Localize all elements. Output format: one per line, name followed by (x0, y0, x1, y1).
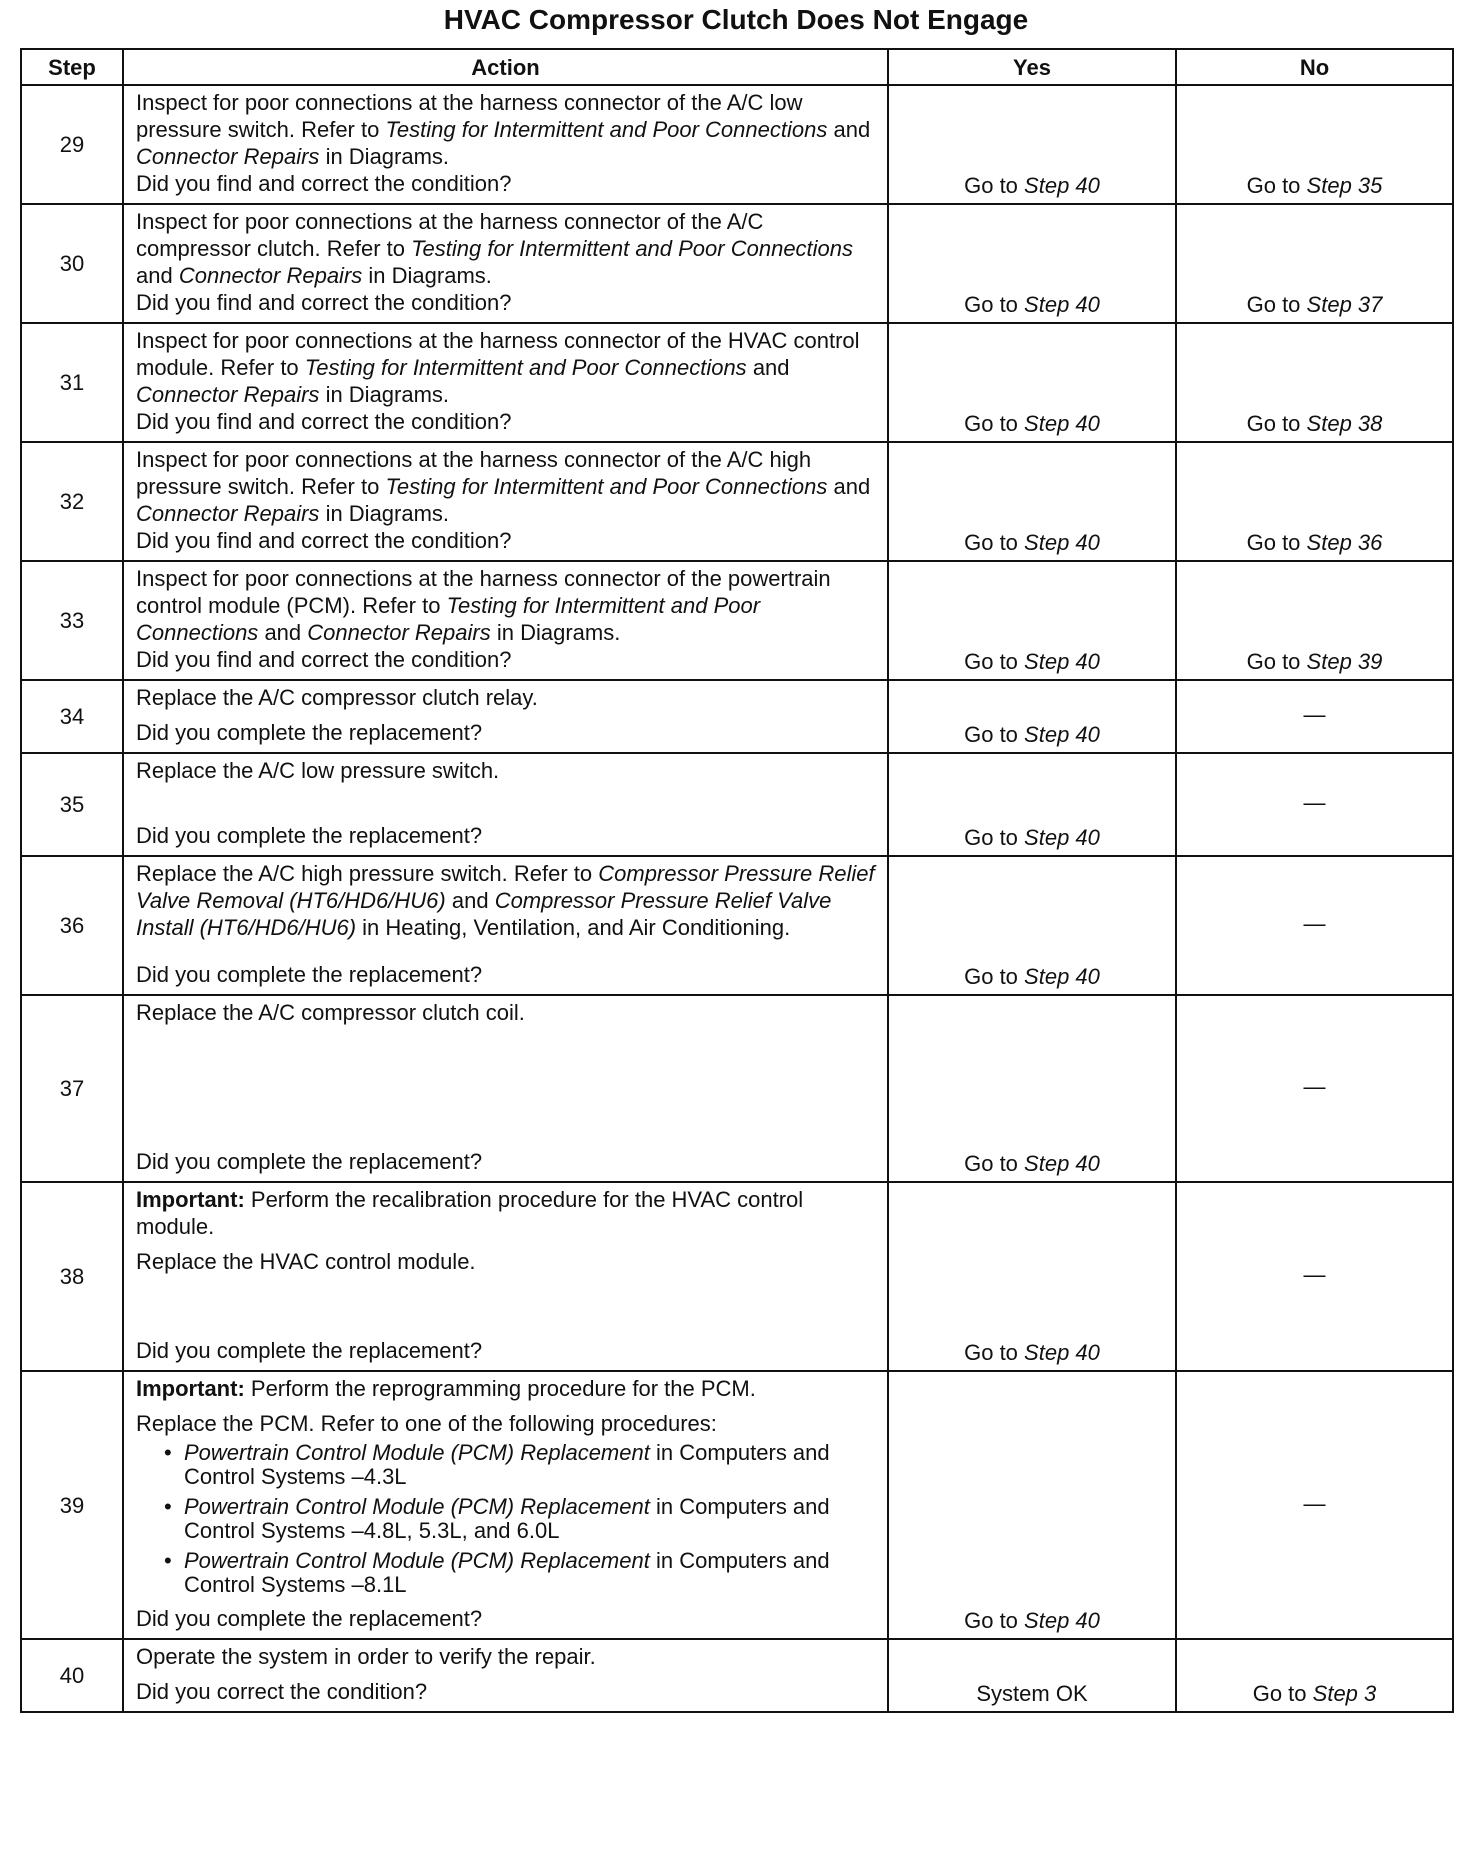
yes-cell: Go to Step 40 (888, 753, 1176, 856)
step-number: 34 (21, 680, 123, 753)
table-row (21, 995, 1453, 1182)
step-number: 38 (21, 1182, 123, 1371)
reference-link[interactable]: Connector Repairs (178, 263, 363, 288)
action-text: Replace the PCM. Refer to one of the following procedures: (136, 1411, 717, 1436)
action-cell (123, 204, 888, 323)
action-cell (123, 1639, 888, 1712)
table-row (21, 856, 1453, 995)
step-number: 32 (21, 442, 123, 561)
action-text: Operate the system in order to verify the repair. (136, 1644, 596, 1669)
no-cell: Go to Step 35 (1176, 85, 1453, 204)
action-cell (123, 856, 888, 995)
table-row (21, 1639, 1453, 1712)
step-number: 33 (21, 561, 123, 680)
page-title: HVAC Compressor Clutch Does Not Engage (443, 4, 1029, 35)
no-cell: — (1176, 680, 1453, 753)
action-cell (123, 1182, 888, 1371)
goto-step-link[interactable]: Step 37 (1306, 292, 1383, 317)
reference-link[interactable]: Connector Repairs (307, 620, 491, 645)
step-number: 39 (21, 1371, 123, 1639)
table-row (21, 753, 1453, 856)
reference-link[interactable]: Testing for Intermittent and Poor Connections (304, 355, 747, 380)
question-text: Did you find and correct the condition? (136, 528, 512, 553)
reference-link[interactable]: Testing for Intermittent and Poor Connections (385, 474, 828, 499)
reference-link[interactable]: Connector Repairs (136, 501, 320, 526)
no-cell: — (1176, 856, 1453, 995)
list-item: • Powertrain Control Module (PCM) Replacement in Computers and Control Systems –4.3L (164, 1441, 877, 1489)
reference-link[interactable]: Testing for Intermittent and Poor Connections (136, 593, 761, 645)
no-cell: — (1176, 753, 1453, 856)
reference-link[interactable]: Connector Repairs (136, 144, 320, 169)
no-cell: Go to Step 37 (1176, 204, 1453, 323)
reference-link[interactable]: Testing for Intermittent and Poor Connections (385, 117, 828, 142)
reference-link[interactable]: Connector Repairs (136, 382, 320, 407)
question-text: Did you complete the replacement? (136, 962, 483, 987)
no-cell: Go to Step 36 (1176, 442, 1453, 561)
reference-link[interactable]: Powertrain Control Module (PCM) Replacement (184, 1440, 650, 1465)
action-cell (123, 561, 888, 680)
step-number: 35 (21, 753, 123, 856)
yes-cell: Go to Step 40 (888, 442, 1176, 561)
step-number: 37 (21, 995, 123, 1182)
action-cell (123, 680, 888, 753)
reference-link[interactable]: Compressor Pressure Relief Valve Install (HT6/HD6/HU6) (136, 888, 832, 940)
table-row (21, 1371, 1453, 1639)
header-yes: Yes (888, 49, 1176, 85)
question-text: Did you find and correct the condition? (136, 647, 512, 672)
yes-cell: Go to Step 40 (888, 1371, 1176, 1639)
yes-cell: Go to Step 40 (888, 561, 1176, 680)
no-cell: Go to Step 38 (1176, 323, 1453, 442)
goto-step-link[interactable]: Step 40 (1024, 1340, 1100, 1365)
step-number: 30 (21, 204, 123, 323)
action-text: Inspect for poor connections at the harness connector of the A/C high pressure switch. Refer to Testing for Intermittent and Poor Connections and Connector Repairs in Diagrams. (136, 447, 871, 526)
no-cell: — (1176, 1182, 1453, 1371)
action-cell (123, 995, 888, 1182)
goto-step-link[interactable]: Step 40 (1024, 530, 1100, 555)
important-note: Important: Perform the recalibration procedure for the HVAC control module. (136, 1187, 804, 1239)
action-text: Inspect for poor connections at the harness connector of the HVAC control module. Refer to Testing for Intermittent and Poor Connections and Connector Repairs in Diagrams. (136, 328, 860, 407)
goto-step-link[interactable]: Step 35 (1306, 173, 1383, 198)
yes-cell: Go to Step 40 (888, 856, 1176, 995)
no-cell: Go to Step 3 (1176, 1639, 1453, 1712)
question-text: Did you complete the replacement? (136, 1338, 483, 1363)
reference-link[interactable]: Powertrain Control Module (PCM) Replacement (184, 1494, 650, 1519)
header-action: Action (123, 49, 888, 85)
yes-cell: Go to Step 40 (888, 1182, 1176, 1371)
goto-step-link[interactable]: Step 40 (1024, 722, 1100, 747)
goto-step-link[interactable]: Step 40 (1024, 964, 1100, 989)
table-row (21, 204, 1453, 323)
list-item: • Powertrain Control Module (PCM) Replacement in Computers and Control Systems –4.8L, 5.3L, and 6.0L (164, 1495, 877, 1543)
goto-step-link[interactable]: Step 40 (1024, 173, 1100, 198)
action-cell (123, 753, 888, 856)
no-cell: Go to Step 39 (1176, 561, 1453, 680)
goto-step-link[interactable]: Step 39 (1306, 649, 1383, 674)
action-text: Replace the A/C high pressure switch. Refer to Compressor Pressure Relief Valve Removal (HT6/HD6/HU6) and Compressor Pressure Relief Valve Install (HT6/HD6/HU6) in Heating, Ventilation, and Air Conditioning. (136, 861, 875, 940)
question-text: Did you find and correct the condition? (136, 290, 512, 315)
action-text: Inspect for poor connections at the harness connector of the A/C low pressure switch. Refer to Testing for Intermittent and Poor Connections and Connector Repairs in Diagrams. (136, 90, 871, 169)
no-cell: — (1176, 995, 1453, 1182)
action-cell (123, 1371, 888, 1639)
no-cell: — (1176, 1371, 1453, 1639)
question-text: Did you complete the replacement? (136, 823, 483, 848)
action-cell (123, 85, 888, 204)
yes-cell: Go to Step 40 (888, 85, 1176, 204)
table-row (21, 1182, 1453, 1371)
yes-cell: Go to Step 40 (888, 995, 1176, 1182)
action-text: Replace the HVAC control module. (136, 1249, 476, 1274)
goto-step-link[interactable]: Step 40 (1024, 1151, 1100, 1176)
reference-link[interactable]: Testing for Intermittent and Poor Connections (411, 236, 854, 261)
action-text: Replace the A/C compressor clutch coil. (136, 1000, 525, 1025)
header-step: Step (21, 49, 123, 85)
goto-step-link[interactable]: Step 3 (1312, 1681, 1377, 1706)
action-text: Replace the A/C compressor clutch relay. (136, 685, 538, 710)
goto-step-link[interactable]: Step 40 (1024, 825, 1100, 850)
list-item: • Powertrain Control Module (PCM) Replacement in Computers and Control Systems –8.1L (164, 1549, 877, 1597)
important-note: Important: Perform the reprogramming procedure for the PCM. (136, 1376, 756, 1401)
reference-link[interactable]: Compressor Pressure Relief Valve Removal (HT6/HD6/HU6) (136, 861, 875, 913)
header-no: No (1176, 49, 1453, 85)
step-number: 36 (21, 856, 123, 995)
table-row (21, 561, 1453, 680)
table-row (21, 85, 1453, 204)
table-row (21, 323, 1453, 442)
action-text: Inspect for poor connections at the harness connector of the powertrain control module (PCM). Refer to Testing for Intermittent and Poor Connections and Connector Repairs in Diagrams. (136, 566, 831, 645)
step-number: 31 (21, 323, 123, 442)
table-row (21, 680, 1453, 753)
goto-step-link[interactable]: Step 38 (1306, 411, 1383, 436)
action-cell (123, 442, 888, 561)
yes-cell: Go to Step 40 (888, 204, 1176, 323)
question-text: Did you complete the replacement? (136, 1149, 483, 1174)
question-text: Did you correct the condition? (136, 1679, 428, 1704)
action-text: Inspect for poor connections at the harness connector of the A/C compressor clutch. Refer to Testing for Intermittent and Poor Connections and Connector Repairs in Diagrams. (136, 209, 854, 288)
goto-step-link[interactable]: Step 36 (1306, 530, 1383, 555)
yes-cell: System OK (888, 1639, 1176, 1712)
yes-cell: Go to Step 40 (888, 323, 1176, 442)
question-text: Did you complete the replacement? (136, 1606, 483, 1631)
procedure-table (20, 48, 1454, 1713)
action-cell (123, 323, 888, 442)
goto-step-link[interactable]: Step 40 (1024, 411, 1100, 436)
goto-step-link[interactable]: Step 40 (1024, 292, 1100, 317)
step-number: 29 (21, 85, 123, 204)
question-text: Did you find and correct the condition? (136, 171, 512, 196)
reference-link[interactable]: Powertrain Control Module (PCM) Replacement (184, 1548, 650, 1573)
procedure-list (136, 1441, 877, 1603)
table-row (21, 442, 1453, 561)
action-text: Replace the A/C low pressure switch. (136, 758, 500, 783)
goto-step-link[interactable]: Step 40 (1024, 1608, 1100, 1633)
step-number: 40 (21, 1639, 123, 1712)
header-row (21, 49, 1453, 85)
yes-cell: Go to Step 40 (888, 680, 1176, 753)
question-text: Did you complete the replacement? (136, 720, 483, 745)
goto-step-link[interactable]: Step 40 (1024, 649, 1100, 674)
question-text: Did you find and correct the condition? (136, 409, 512, 434)
